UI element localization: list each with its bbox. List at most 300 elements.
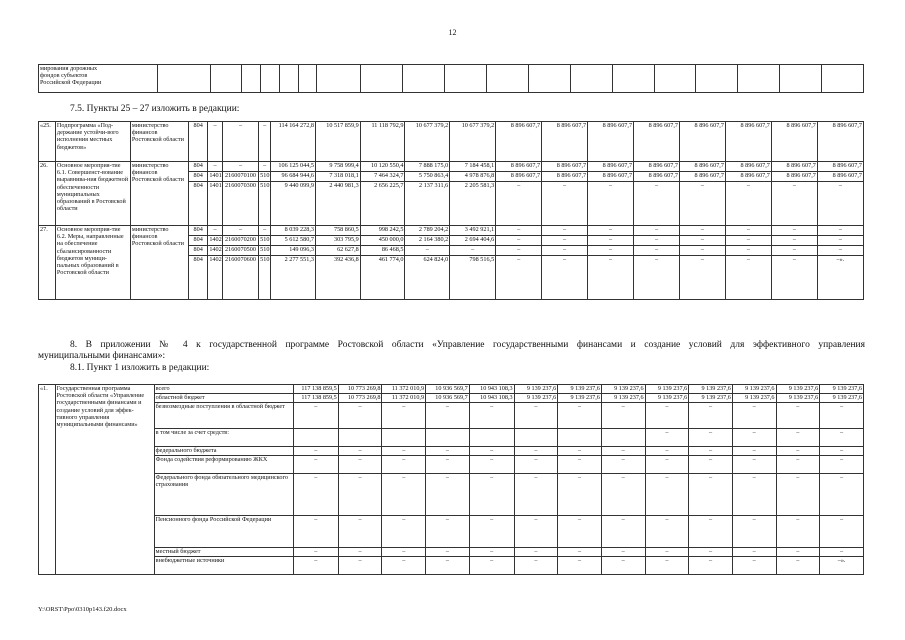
- funding-source: внебюджетные источники: [154, 557, 293, 575]
- value-cell: 10 936 569,7: [426, 394, 470, 403]
- value-cell: 10 677 379,2: [405, 122, 450, 162]
- heading-8-cont: муниципальными финансами»:: [38, 351, 166, 361]
- value-cell: 2 656 225,7: [360, 182, 405, 226]
- value-cell: –: [293, 456, 338, 474]
- table-cell: [210, 65, 241, 93]
- value-cell: 624 824,0: [405, 256, 450, 300]
- table-cell: [780, 65, 822, 93]
- value-cell: 9 139 237,6: [514, 394, 558, 403]
- value-cell: –: [382, 548, 426, 557]
- table-row: [39, 548, 864, 557]
- value-cell: –: [542, 182, 588, 226]
- value-cell: –: [601, 548, 645, 557]
- value-cell: –: [817, 246, 863, 256]
- value-cell: –: [732, 516, 776, 548]
- value-cell: 2 789 204,2: [405, 226, 450, 236]
- value-cell: 8 896 607,7: [725, 172, 771, 182]
- value-cell: 8 896 607,7: [542, 162, 588, 172]
- table-cell: [260, 65, 279, 93]
- value-cell: –: [601, 474, 645, 516]
- table-row: [39, 65, 864, 93]
- value-cell: –: [689, 557, 733, 575]
- value-cell: 450 000,0: [360, 236, 405, 246]
- value-cell: –: [450, 246, 496, 256]
- table-cell: 1401: [208, 182, 223, 226]
- value-cell: 8 896 607,7: [679, 122, 725, 162]
- value-cell: –: [382, 456, 426, 474]
- value-cell: –: [689, 456, 733, 474]
- table-cell: 2160070300: [222, 182, 258, 226]
- executor: министерство финансов Ростовской области: [130, 122, 188, 162]
- value-cell: 2 277 551,3: [271, 256, 316, 300]
- program-name: Государственная программа Ростовской области «Управление государственными финансами и создание условий для эффек-тивного управления муниципальными финансами»: [55, 385, 154, 575]
- value-cell: –: [771, 182, 817, 226]
- value-cell: 8 896 607,7: [496, 172, 542, 182]
- value-cell: –: [817, 226, 863, 236]
- value-cell: –: [514, 557, 558, 575]
- table-cell: 804: [188, 236, 207, 246]
- value-cell: –: [496, 226, 542, 236]
- value-cell: –: [338, 456, 382, 474]
- value-cell: [338, 429, 382, 447]
- value-cell: 114 164 272,8: [271, 122, 316, 162]
- value-cell: 8 896 607,7: [634, 162, 680, 172]
- value-cell: 8 896 607,7: [679, 172, 725, 182]
- value-cell: –: [725, 246, 771, 256]
- value-cell: 9 139 237,6: [820, 385, 864, 394]
- value-cell: 10 677 379,2: [450, 122, 496, 162]
- value-cell: –: [776, 548, 820, 557]
- table-cell: 510: [259, 256, 271, 300]
- value-cell: –: [817, 182, 863, 226]
- value-cell: 9 139 237,6: [558, 385, 602, 394]
- value-cell: 7 318 018,1: [315, 172, 360, 182]
- value-cell: 8 896 607,7: [588, 172, 634, 182]
- value-cell: –: [689, 429, 733, 447]
- value-cell: –: [382, 403, 426, 429]
- value-cell: –: [689, 403, 733, 429]
- value-cell: –: [645, 447, 689, 456]
- value-cell: 149 096,3: [271, 246, 316, 256]
- value-cell: 2 164 380,2: [405, 236, 450, 246]
- value-cell: –: [558, 548, 602, 557]
- value-cell: –: [338, 516, 382, 548]
- table-cell: –: [222, 162, 258, 172]
- value-cell: –: [338, 474, 382, 516]
- value-cell: –: [338, 548, 382, 557]
- value-cell: 10 773 269,8: [338, 394, 382, 403]
- table-cell: [317, 65, 361, 93]
- value-cell: 10 120 550,4: [360, 162, 405, 172]
- value-cell: –: [725, 236, 771, 246]
- value-cell: –: [601, 403, 645, 429]
- value-cell: 998 242,5: [360, 226, 405, 236]
- table-cell: 2160070600: [222, 256, 258, 300]
- funding-source: в том числе за счет средств:: [154, 429, 293, 447]
- value-cell: –: [679, 236, 725, 246]
- value-cell: 8 896 607,7: [496, 122, 542, 162]
- value-cell: –: [634, 256, 680, 300]
- value-cell: –: [426, 447, 470, 456]
- table-cell: 804: [188, 256, 207, 300]
- value-cell: 9 139 237,6: [601, 385, 645, 394]
- value-cell: –: [679, 226, 725, 236]
- value-cell: 8 896 607,7: [588, 122, 634, 162]
- measure-name: Основное мероприя-тие 6.1. Совершенст-вование выравнива-ния бюджетной обеспеченности муниципальных образований в Ростовской области: [55, 162, 130, 226]
- value-cell: –: [514, 516, 558, 548]
- table-cell: [654, 65, 696, 93]
- funding-source: Фонда содействия реформированию ЖКХ: [154, 456, 293, 474]
- value-cell: 8 896 607,7: [725, 162, 771, 172]
- value-cell: 9 139 237,6: [689, 394, 733, 403]
- value-cell: 461 774,0: [360, 256, 405, 300]
- value-cell: –: [558, 516, 602, 548]
- value-cell: –: [588, 182, 634, 226]
- value-cell: –: [820, 516, 864, 548]
- value-cell: 392 436,8: [315, 256, 360, 300]
- value-cell: 2 205 581,3: [450, 182, 496, 226]
- value-cell: –: [469, 516, 514, 548]
- value-cell: –: [732, 403, 776, 429]
- value-cell: –: [542, 226, 588, 236]
- value-cell: –: [679, 256, 725, 300]
- value-cell: –: [634, 236, 680, 246]
- value-cell: –: [469, 548, 514, 557]
- value-cell: 9 139 237,6: [601, 394, 645, 403]
- value-cell: –: [820, 456, 864, 474]
- table-cell: 510: [259, 236, 271, 246]
- value-cell: –: [469, 403, 514, 429]
- value-cell: 8 896 607,7: [679, 162, 725, 172]
- row-number: «25.: [39, 122, 56, 162]
- value-cell: –: [732, 456, 776, 474]
- table-row: [39, 403, 864, 429]
- table-cell: –: [208, 122, 223, 162]
- table-cell: 1402: [208, 236, 223, 246]
- table-cell: 510: [259, 182, 271, 226]
- value-cell: 8 896 607,7: [817, 172, 863, 182]
- table-cell: 1402: [208, 256, 223, 300]
- value-cell: –: [634, 246, 680, 256]
- value-cell: –: [469, 557, 514, 575]
- value-cell: 96 684 944,6: [271, 172, 316, 182]
- value-cell: –: [645, 557, 689, 575]
- value-cell: 7 184 458,1: [450, 162, 496, 172]
- table-cell: [445, 65, 487, 93]
- value-cell: –: [679, 182, 725, 226]
- value-cell: –: [820, 474, 864, 516]
- executor: министерство финансов Ростовской области: [130, 162, 188, 226]
- value-cell: 9 139 237,6: [645, 385, 689, 394]
- value-cell: [601, 429, 645, 447]
- value-cell: –».: [817, 256, 863, 300]
- value-cell: –: [338, 447, 382, 456]
- heading-8: 8. В приложении № 4 к государственной программе Ростовской области «Управление государственными финансами и создание условий для эффективного управления: [70, 340, 865, 350]
- value-cell: –: [558, 474, 602, 516]
- value-cell: 11 372 010,9: [382, 394, 426, 403]
- table-cell: 804: [188, 246, 207, 256]
- value-cell: –: [771, 226, 817, 236]
- value-cell: –: [469, 456, 514, 474]
- value-cell: –: [426, 403, 470, 429]
- program-funding-table: [38, 384, 864, 575]
- value-cell: –: [469, 474, 514, 516]
- value-cell: –: [514, 403, 558, 429]
- table-cell: [279, 65, 298, 93]
- value-cell: –: [601, 557, 645, 575]
- value-cell: 10 773 269,8: [338, 385, 382, 394]
- value-cell: –: [645, 474, 689, 516]
- value-cell: –: [496, 246, 542, 256]
- measure-name: Подпрограмма «Под-держание устойчи-вого исполнения местных бюджетов»: [55, 122, 130, 162]
- value-cell: –: [776, 403, 820, 429]
- value-cell: –: [645, 429, 689, 447]
- funding-source: местный бюджет: [154, 548, 293, 557]
- value-cell: 10 517 859,9: [315, 122, 360, 162]
- value-cell: 8 896 607,7: [634, 172, 680, 182]
- value-cell: 2 440 981,3: [315, 182, 360, 226]
- value-cell: –: [771, 236, 817, 246]
- value-cell: 9 139 237,6: [558, 394, 602, 403]
- table-cell: [242, 65, 261, 93]
- value-cell: –: [689, 548, 733, 557]
- funding-source: Федерального фонда обязательного медицинского страхования: [154, 474, 293, 516]
- executor: министерство финансов Ростовской области: [130, 226, 188, 300]
- value-cell: –: [293, 403, 338, 429]
- value-cell: 117 138 859,5: [293, 385, 338, 394]
- value-cell: 106 125 044,5: [271, 162, 316, 172]
- value-cell: –: [426, 548, 470, 557]
- measure-name: Основное мероприя-тие 6.2. Меры, направленные на обеспечение сбалансированности бюджетов муници-пальных образований в Ростовской области: [55, 226, 130, 300]
- value-cell: 9 139 237,6: [820, 394, 864, 403]
- value-cell: –: [338, 403, 382, 429]
- value-cell: –: [732, 429, 776, 447]
- table-cell: 2160070200: [222, 236, 258, 246]
- value-cell: –: [542, 236, 588, 246]
- footer-file-path: Y:\ORST\Ppo\0310p143.f20.docx: [38, 606, 127, 613]
- table-row: [39, 447, 864, 456]
- table-cell: 804: [188, 182, 207, 226]
- value-cell: 8 896 607,7: [496, 162, 542, 172]
- value-cell: –: [293, 548, 338, 557]
- value-cell: –: [588, 236, 634, 246]
- value-cell: –: [689, 447, 733, 456]
- value-cell: –: [732, 557, 776, 575]
- value-cell: –: [689, 474, 733, 516]
- page-number: 12: [448, 28, 457, 37]
- value-cell: –: [382, 557, 426, 575]
- table-cell: [487, 65, 529, 93]
- value-cell: 11 118 792,9: [360, 122, 405, 162]
- value-cell: 7 888 175,0: [405, 162, 450, 172]
- value-cell: 8 896 607,7: [634, 122, 680, 162]
- value-cell: 8 039 228,3: [271, 226, 316, 236]
- value-cell: –: [338, 557, 382, 575]
- value-cell: 9 139 237,6: [776, 385, 820, 394]
- table-cell: –: [208, 162, 223, 172]
- value-cell: –: [293, 447, 338, 456]
- table-cell: [158, 65, 210, 93]
- value-cell: –: [382, 516, 426, 548]
- heading-8-1: 8.1. Пункт 1 изложить в редакции:: [70, 363, 210, 373]
- table-cell: 2160070100: [222, 172, 258, 182]
- value-cell: –: [588, 256, 634, 300]
- value-cell: –: [634, 182, 680, 226]
- table-cell: 804: [188, 226, 207, 236]
- row-number: «1.: [39, 385, 56, 575]
- value-cell: –: [820, 548, 864, 557]
- table-cell: 804: [188, 172, 207, 182]
- value-cell: –: [558, 447, 602, 456]
- value-cell: –: [496, 236, 542, 246]
- value-cell: –: [689, 516, 733, 548]
- table-cell: 804: [188, 122, 207, 162]
- row-number: 27.: [39, 226, 56, 300]
- value-cell: –: [732, 447, 776, 456]
- row-number: 26.: [39, 162, 56, 226]
- value-cell: 10 936 569,7: [426, 385, 470, 394]
- value-cell: –: [426, 557, 470, 575]
- value-cell: 117 138 859,5: [293, 394, 338, 403]
- table-cell: 1401: [208, 172, 223, 182]
- value-cell: 9 139 237,6: [514, 385, 558, 394]
- value-cell: –: [645, 516, 689, 548]
- value-cell: [426, 429, 470, 447]
- value-cell: 9 139 237,6: [645, 394, 689, 403]
- value-cell: –: [382, 474, 426, 516]
- value-cell: [558, 429, 602, 447]
- value-cell: 8 896 607,7: [817, 122, 863, 162]
- value-cell: –: [588, 246, 634, 256]
- value-cell: –: [558, 557, 602, 575]
- table-cell: –: [259, 226, 271, 236]
- value-cell: 5 750 863,4: [405, 172, 450, 182]
- value-cell: –: [645, 548, 689, 557]
- value-cell: –: [776, 429, 820, 447]
- subprogram-table: [38, 121, 864, 300]
- value-cell: –: [469, 447, 514, 456]
- value-cell: 2 694 404,6: [450, 236, 496, 246]
- value-cell: –: [601, 516, 645, 548]
- value-cell: –: [732, 548, 776, 557]
- table-cell: 510: [259, 246, 271, 256]
- table-row: [39, 557, 864, 575]
- table-cell: –: [259, 162, 271, 172]
- value-cell: –: [820, 447, 864, 456]
- funding-source: областной бюджет: [154, 394, 293, 403]
- value-cell: –: [426, 474, 470, 516]
- value-cell: 9 139 237,6: [732, 385, 776, 394]
- value-cell: –: [771, 256, 817, 300]
- value-cell: 8 896 607,7: [771, 162, 817, 172]
- value-cell: –: [645, 456, 689, 474]
- table-cell: [528, 65, 570, 93]
- table-cell: [361, 65, 403, 93]
- value-cell: –: [771, 246, 817, 256]
- value-cell: –: [820, 403, 864, 429]
- value-cell: –: [514, 456, 558, 474]
- table-row: [39, 385, 864, 394]
- value-cell: –: [542, 256, 588, 300]
- table-row: [39, 429, 864, 447]
- value-cell: –: [426, 456, 470, 474]
- value-cell: –: [776, 474, 820, 516]
- value-cell: 11 372 010,9: [382, 385, 426, 394]
- table-cell: 510: [259, 172, 271, 182]
- value-cell: –: [776, 447, 820, 456]
- table-cell: [612, 65, 654, 93]
- value-cell: –: [514, 447, 558, 456]
- value-cell: [293, 429, 338, 447]
- value-cell: –».: [820, 557, 864, 575]
- value-cell: 9 440 099,9: [271, 182, 316, 226]
- fragment-text: мирования дорожных фондов субъектов Российской Федерации: [39, 65, 158, 93]
- value-cell: –: [293, 516, 338, 548]
- table-cell: –: [222, 122, 258, 162]
- value-cell: –: [725, 182, 771, 226]
- table-cell: [298, 65, 317, 93]
- value-cell: –: [601, 456, 645, 474]
- value-cell: –: [725, 226, 771, 236]
- value-cell: –: [514, 474, 558, 516]
- table-row: [39, 474, 864, 516]
- value-cell: [514, 429, 558, 447]
- table-row: [39, 162, 864, 172]
- value-cell: 798 516,5: [450, 256, 496, 300]
- value-cell: 5 612 580,7: [271, 236, 316, 246]
- table-row: [39, 226, 864, 236]
- value-cell: –: [542, 246, 588, 256]
- table-cell: [738, 65, 780, 93]
- value-cell: –: [634, 226, 680, 236]
- value-cell: 10 943 108,3: [469, 394, 514, 403]
- value-cell: 9 139 237,6: [689, 385, 733, 394]
- value-cell: –: [820, 429, 864, 447]
- table-cell: [696, 65, 738, 93]
- value-cell: –: [817, 236, 863, 246]
- value-cell: –: [679, 246, 725, 256]
- value-cell: –: [496, 182, 542, 226]
- table-row: [39, 456, 864, 474]
- table-cell: –: [259, 122, 271, 162]
- value-cell: –: [496, 256, 542, 300]
- table-cell: [403, 65, 445, 93]
- value-cell: 4 978 876,8: [450, 172, 496, 182]
- heading-7-5: 7.5. Пункты 25 – 27 изложить в редакции:: [70, 104, 240, 114]
- table-row: [39, 122, 864, 162]
- table-row: [39, 394, 864, 403]
- table-cell: –: [208, 226, 223, 236]
- table-cell: 2160070500: [222, 246, 258, 256]
- value-cell: 8 896 607,7: [771, 122, 817, 162]
- value-cell: –: [514, 548, 558, 557]
- value-cell: 8 896 607,7: [542, 122, 588, 162]
- value-cell: 8 896 607,7: [771, 172, 817, 182]
- table-cell: –: [222, 226, 258, 236]
- value-cell: 758 860,5: [315, 226, 360, 236]
- value-cell: 9 758 999,4: [315, 162, 360, 172]
- funding-source: Пенсионного фонда Российской Федерации: [154, 516, 293, 548]
- value-cell: –: [558, 403, 602, 429]
- value-cell: 8 896 607,7: [817, 162, 863, 172]
- value-cell: 8 896 607,7: [588, 162, 634, 172]
- value-cell: –: [405, 246, 450, 256]
- value-cell: 9 139 237,6: [732, 394, 776, 403]
- funding-source: безвозмездные поступления в областной бюджет: [154, 403, 293, 429]
- value-cell: –: [588, 226, 634, 236]
- previous-table-fragment: [38, 64, 864, 93]
- table-cell: [570, 65, 612, 93]
